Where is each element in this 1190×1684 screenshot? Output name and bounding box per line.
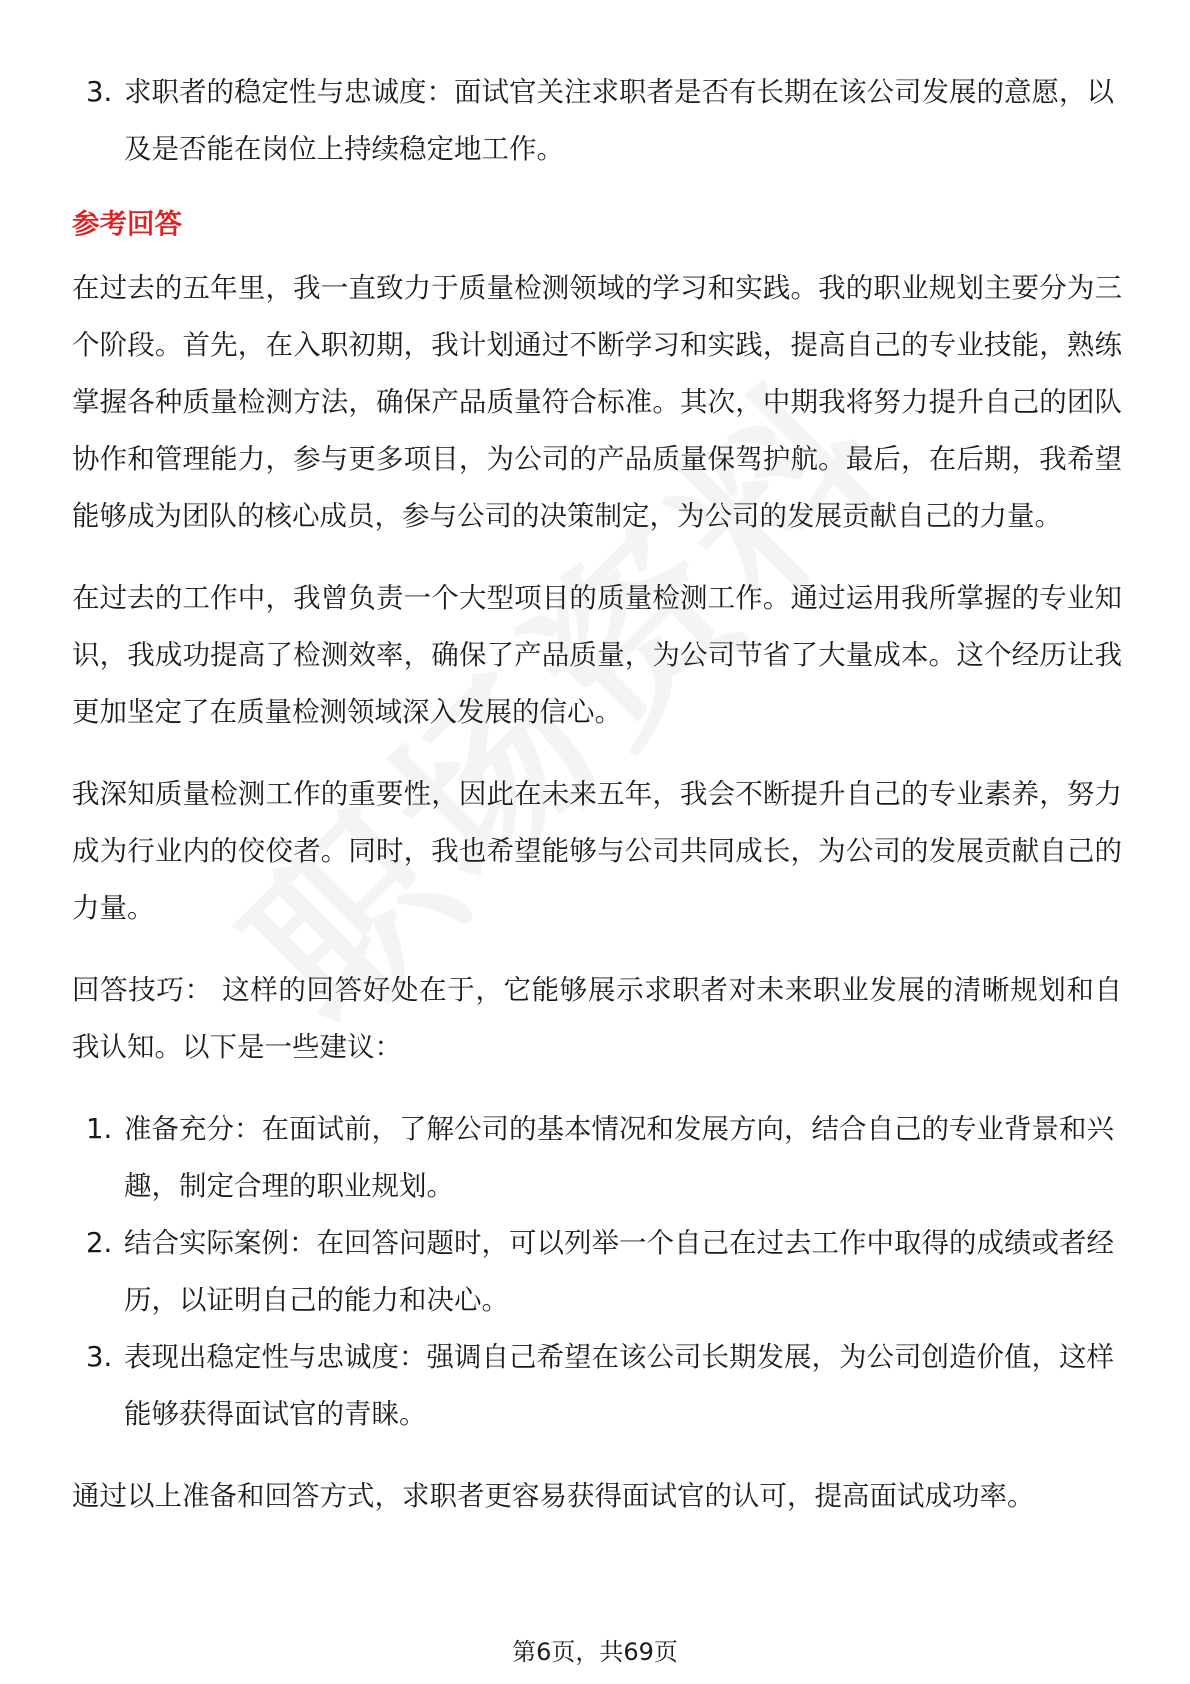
list-item-number: 3.: [86, 76, 113, 108]
list-item-text: 求职者的稳定性与忠诚度：面试官关注求职者是否有长期在该公司发展的意愿，以及是否能在岗位上持续稳定地工作。: [124, 76, 1114, 165]
list-item-text: 表现出稳定性与忠诚度：强调自己希望在该公司长期发展，为公司创造价值，这样能够获得面试官的青睐。: [124, 1341, 1114, 1430]
list-item-text: 准备充分：在面试前，了解公司的基本情况和发展方向，结合自己的专业背景和兴趣，制定合理的职业规划。: [124, 1113, 1114, 1202]
top-list: [72, 64, 1122, 178]
answer-paragraph: 我深知质量检测工作的重要性，因此在未来五年，我会不断提升自己的专业素养，努力成为行业内的佼佼者。同时，我也希望能够与公司共同成长，为公司的发展贡献自己的力量。: [72, 778, 1122, 924]
list-item-number: 3.: [86, 1341, 113, 1373]
closing-paragraph: 通过以上准备和回答方式，求职者更容易获得面试官的认可，提高面试成功率。: [72, 1480, 1035, 1512]
page-footer: 第6页，共69页: [512, 1638, 678, 1666]
answer-paragraph: 在过去的五年里，我一直致力于质量检测领域的学习和实践。我的职业规划主要分为三个阶段。首先，在入职初期，我计划通过不断学习和实践，提高自己的专业技能，熟练掌握各种质量检测方法，确保产品质量符合标准。其次，中期我将努力提升自己的团队协作和管理能力，参与更多项目，为公司的产品质量保驾护航。最后，在后期，我希望能够成为团队的核心成员，参与公司的决策制定，为公司的发展贡献自己的力量。: [72, 272, 1122, 532]
tips-intro: 回答技巧： 这样的回答好处在于，它能够展示求职者对未来职业发展的清晰规划和自我认知。以下是一些建议：: [72, 974, 1122, 1063]
list-item: [72, 1329, 1122, 1443]
list-item-number: 2.: [86, 1227, 113, 1259]
list-item: [72, 1101, 1122, 1215]
answer-paragraph: 在过去的工作中，我曾负责一个大型项目的质量检测工作。通过运用我所掌握的专业知识，我成功提高了检测效率，确保了产品质量，为公司节省了大量成本。这个经历让我更加坚定了在质量检测领域深入发展的信心。: [72, 582, 1122, 728]
page-content: [72, 64, 1122, 1525]
section-heading: 参考回答: [72, 208, 182, 240]
list-item-text: 结合实际案例：在回答问题时，可以列举一个自己在过去工作中取得的成绩或者经历，以证明自己的能力和决心。: [124, 1227, 1114, 1316]
list-item: [72, 64, 1122, 178]
list-item: [72, 1215, 1122, 1329]
tips-list: [72, 1101, 1122, 1443]
list-item-number: 1.: [86, 1113, 113, 1145]
